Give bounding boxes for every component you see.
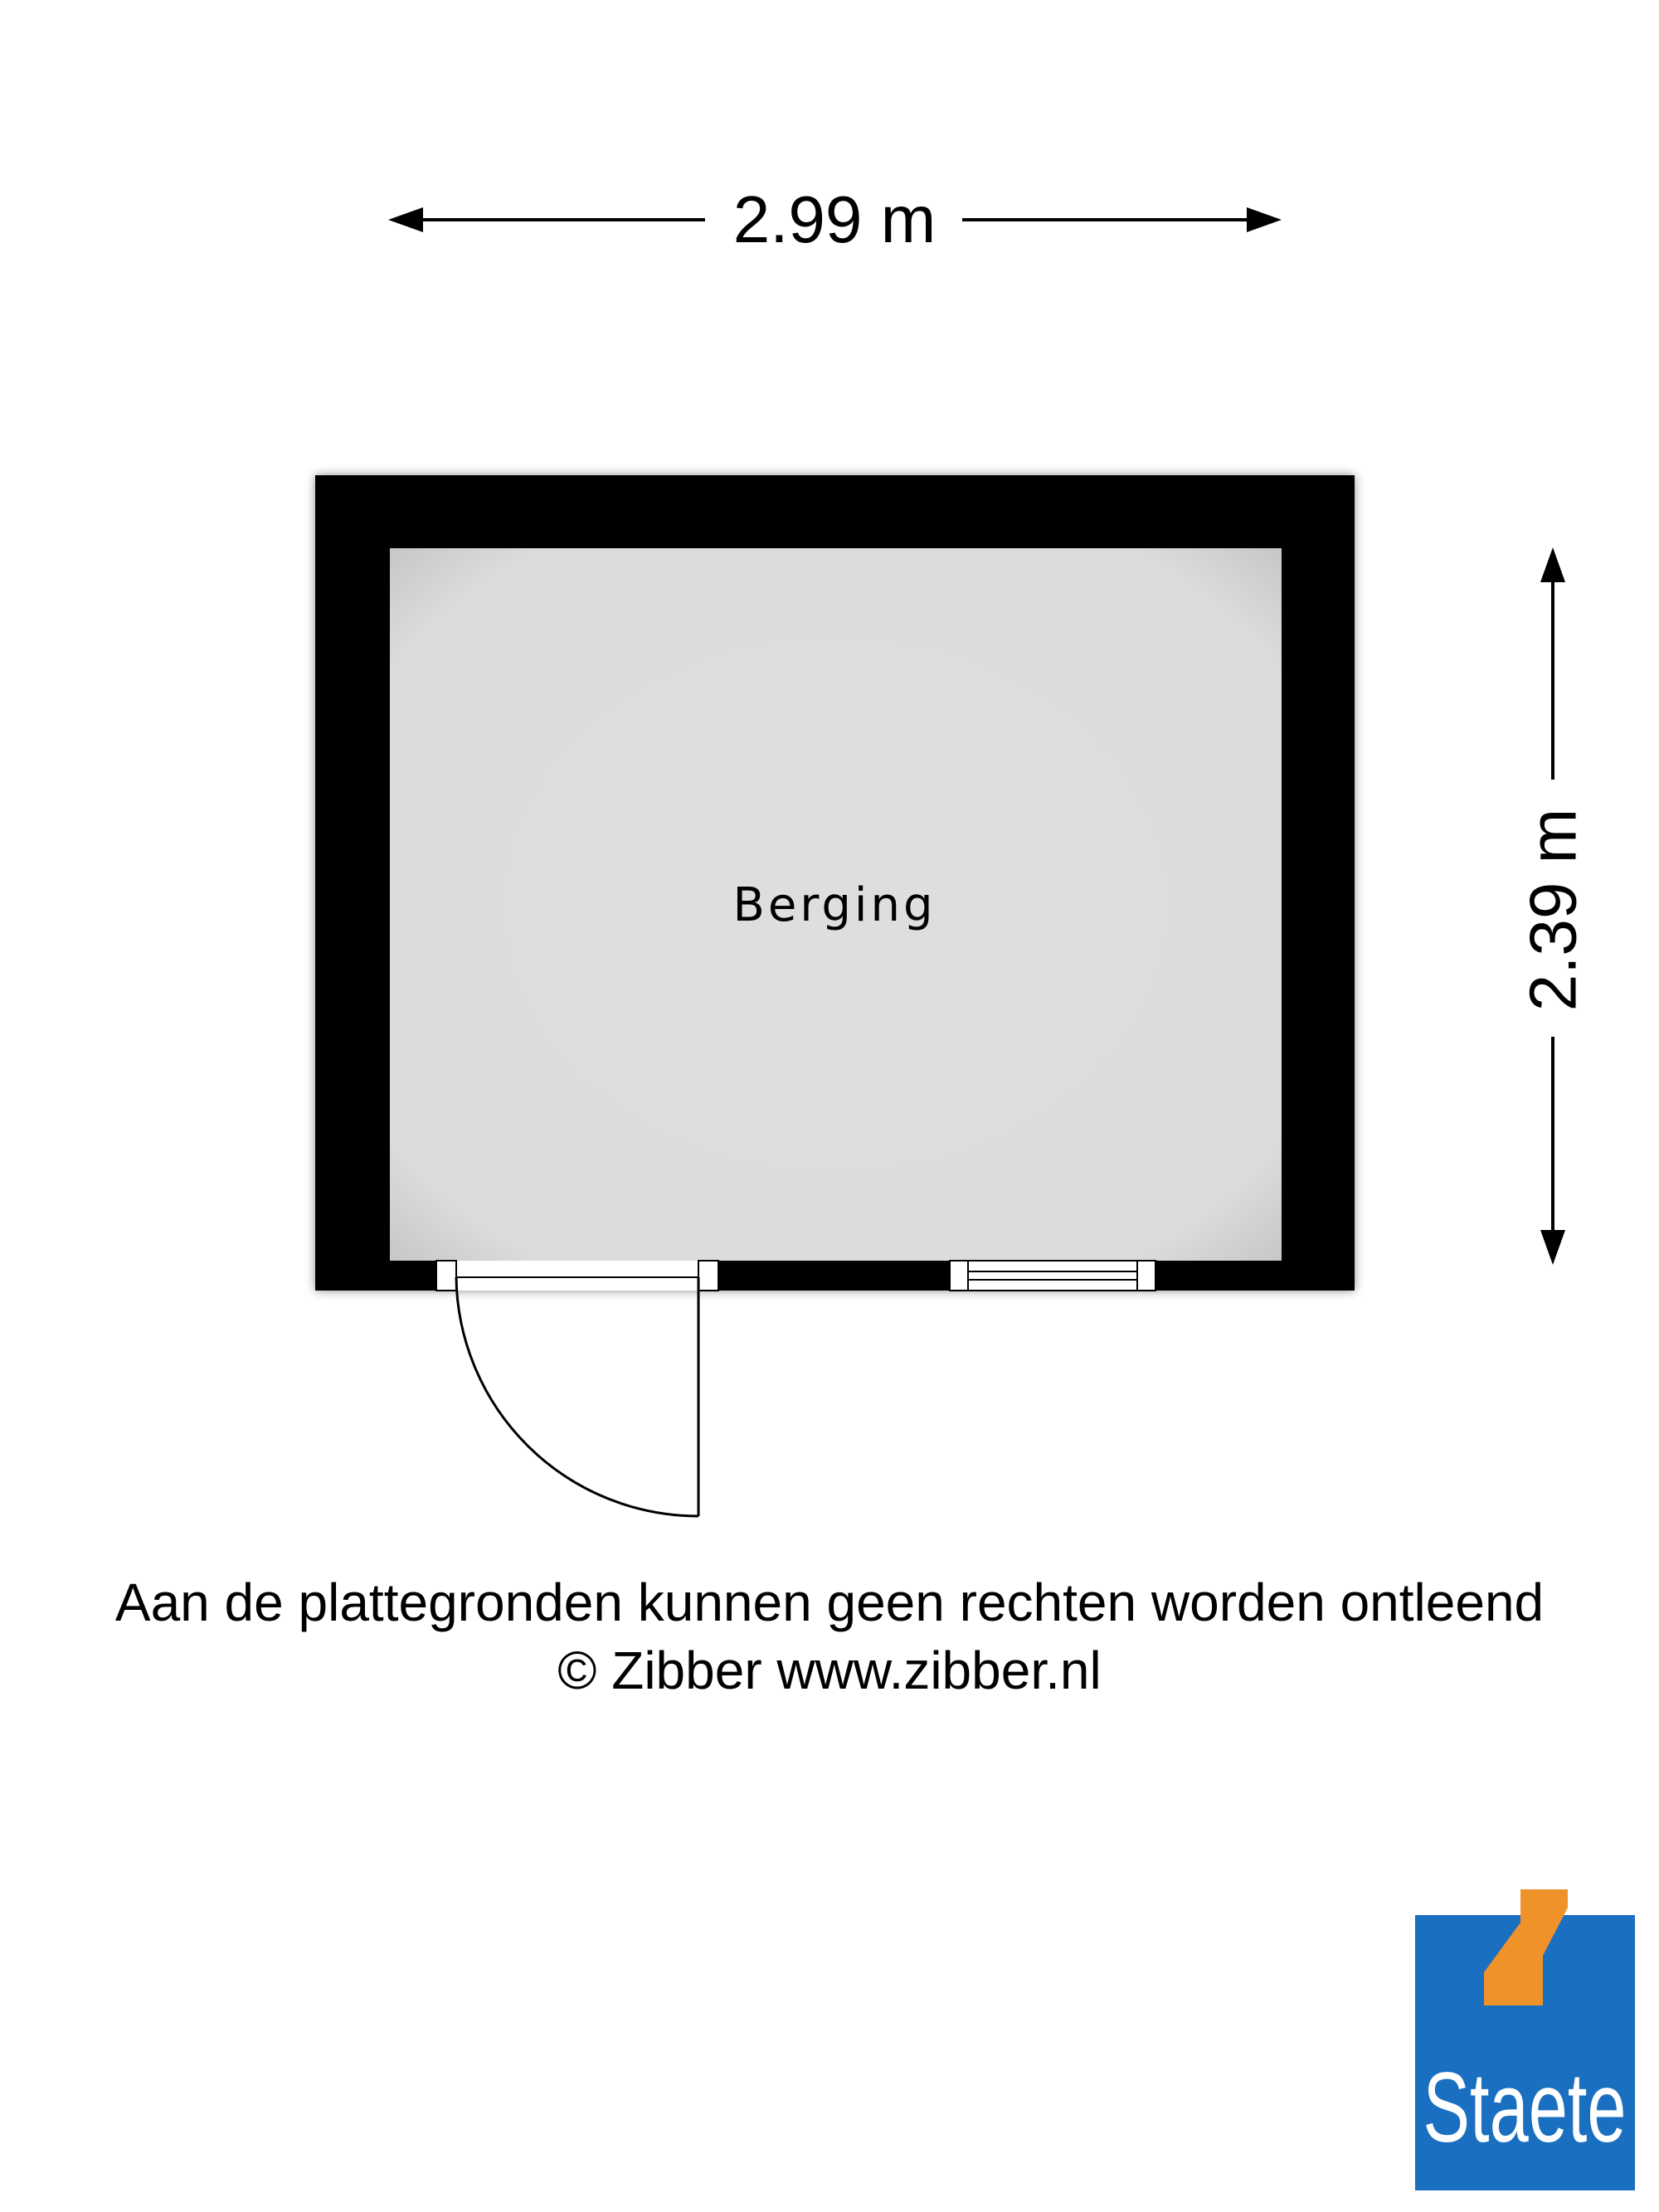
copyright-text: © Zibber www.zibber.nl (557, 1641, 1102, 1700)
arrow-right-icon (1247, 207, 1282, 232)
depth-dimension-label: 2.39 m (1515, 808, 1590, 1012)
door-jamb-left (436, 1261, 456, 1291)
door (436, 1261, 718, 1516)
width-dimension (388, 182, 1282, 256)
width-dimension-label: 2.99 m (732, 182, 937, 256)
door-swing-arc (456, 1277, 698, 1516)
arrow-up-icon (1540, 547, 1565, 582)
room-label: Berging (732, 878, 937, 932)
window-opening (950, 1261, 1155, 1291)
arrow-down-icon (1540, 1230, 1565, 1265)
depth-dimension (1516, 547, 1590, 1265)
window (950, 1261, 1155, 1291)
window-jamb-left (950, 1261, 968, 1291)
door-jamb-right (698, 1261, 718, 1291)
disclaimer-text: Aan de plattegronden kunnen geen rechten worden ontleend (114, 1573, 1545, 1632)
door-opening (436, 1261, 718, 1291)
window-jamb-right (1137, 1261, 1155, 1291)
logo-text: Staete (1423, 2052, 1627, 2163)
arrow-left-icon (388, 207, 423, 232)
staete-logo (1415, 1889, 1635, 2190)
